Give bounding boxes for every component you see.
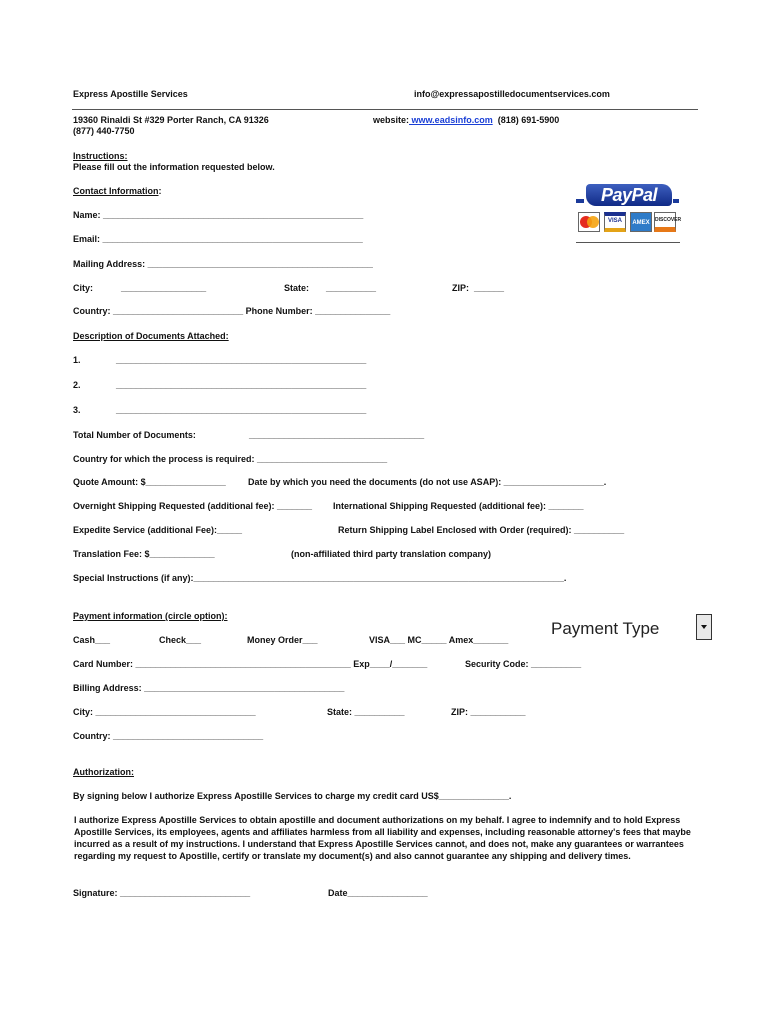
contact-heading-text: Contact Information [73,186,159,196]
document-item-field[interactable]: __________________________________________________ [116,355,367,365]
return-label-field[interactable]: Return Shipping Label Enclosed with Order (required): __________ [338,525,625,535]
documents-heading: Description of Documents Attached: [73,331,229,341]
billing-zip-field[interactable]: ZIP: ___________ [451,707,526,717]
website-link[interactable]: www.eadsinfo.com [409,115,493,125]
payment-cash-option[interactable]: Cash___ [73,635,111,645]
special-instructions-field[interactable]: Special Instructions (if any):__________________________________________________________________________. [73,573,567,583]
document-item-field[interactable]: __________________________________________________ [116,405,367,415]
name-field[interactable]: Name: ____________________________________________________ [73,210,364,220]
paypal-underline [576,242,680,243]
mailing-address-field[interactable]: Mailing Address: _____________________________________________ [73,259,373,269]
authorization-charge-field[interactable]: By signing below I authorize Express Apostille Services to charge my credit card US$______________. [73,791,512,801]
contact-heading [73,186,162,197]
date-needed-field[interactable]: Date by which you need the documents (do not use ASAP): ____________________. [248,477,607,487]
paypal-dash-left [576,199,584,203]
city-field[interactable]: _________________ [121,283,207,293]
expedite-service-field[interactable]: Expedite Service (additional Fee):_____ [73,525,243,535]
quote-amount-field[interactable]: Quote Amount: $________________ [73,477,226,487]
payment-type-select[interactable]: Payment Type [551,619,660,638]
payment-card-options[interactable]: VISA___ MC_____ Amex_______ [369,635,509,645]
company-address: 19360 Rinaldi St #329 Porter Ranch, CA 91326 [73,115,269,125]
signature-field[interactable]: Signature: __________________________ [73,888,251,898]
payment-check-option[interactable]: Check___ [159,635,202,645]
payment-money-order-option[interactable]: Money Order___ [247,635,318,645]
document-item-number: 3. [73,405,81,415]
company-name: Express Apostille Services [73,89,188,99]
card-number-field[interactable]: Card Number: ___________________________________________ Exp____/_______ [73,659,428,669]
payment-type-dropdown-button[interactable] [696,614,712,640]
zip-field[interactable]: ZIP: ______ [452,283,505,293]
document-item-number: 1. [73,355,81,365]
city-label: City: [73,283,93,293]
country-process-field[interactable]: Country for which the process is required: __________________________ [73,454,388,464]
authorization-paragraph: I authorize Express Apostille Services to obtain apostille and document authorizations on my behalf. I agree to indemnify and to hold Express Apostille Services, its employees, agents and affiliates harmless from all liability and expenses, including reasonable attorney's fees that maybe incurred as a result of my instructions. I understand that Express Apostille Services cannot, and does not, make any guarantees or warrantees regarding my request to Apostille, certify or translate my document(s) and also cannot guarantee any shipping and delivery times. [74,815,691,861]
paypal-wordmark: PayPal [586,184,672,206]
instructions-heading: Instructions: [73,151,128,161]
billing-city-field[interactable]: City: ________________________________ [73,707,256,717]
website-phone: (818) 691-5900 [497,115,560,125]
document-item-field[interactable]: __________________________________________________ [116,380,367,390]
instructions-text: Please fill out the information requested below. [73,162,275,172]
authorization-heading: Authorization: [73,767,134,777]
company-phone: (877) 440-7750 [73,126,135,136]
billing-state-field[interactable]: State: __________ [327,707,405,717]
document-item-number: 2. [73,380,81,390]
chevron-down-icon [701,625,707,629]
overnight-shipping-field[interactable]: Overnight Shipping Requested (additional fee): _______ [73,501,313,511]
email-field[interactable]: Email: ____________________________________________________ [73,234,363,244]
date-field[interactable]: Date________________ [328,888,428,898]
mastercard-icon [578,212,600,232]
website-label: website: [373,115,410,125]
visa-icon: VISA [604,212,626,232]
translation-fee-field[interactable]: Translation Fee: $_____________ [73,549,215,559]
header-divider [72,109,698,110]
total-documents-field[interactable]: ___________________________________ [249,430,425,440]
website-line [373,115,559,126]
billing-country-field[interactable]: Country: ______________________________ [73,731,264,741]
paypal-dash-right [673,199,679,203]
state-label: State: [284,283,310,293]
billing-address-field[interactable]: Billing Address: ________________________________________ [73,683,345,693]
international-shipping-field[interactable]: International Shipping Requested (additional fee): _______ [333,501,584,511]
discover-icon: DISCOVER [654,212,676,232]
amex-icon: AMEX [630,212,652,232]
security-code-field[interactable]: Security Code: __________ [465,659,582,669]
state-field[interactable]: __________ [326,283,377,293]
country-phone-field[interactable]: Country: __________________________ Phone Number: _______________ [73,306,391,316]
translation-note: (non-affiliated third party translation company) [291,549,492,559]
contact-heading-colon: : [158,186,162,196]
total-documents-label: Total Number of Documents: [73,430,196,440]
payment-heading: Payment information (circle option): [73,611,228,621]
company-email: info@expressapostilledocumentservices.com [414,89,610,99]
paypal-logo [576,184,680,246]
